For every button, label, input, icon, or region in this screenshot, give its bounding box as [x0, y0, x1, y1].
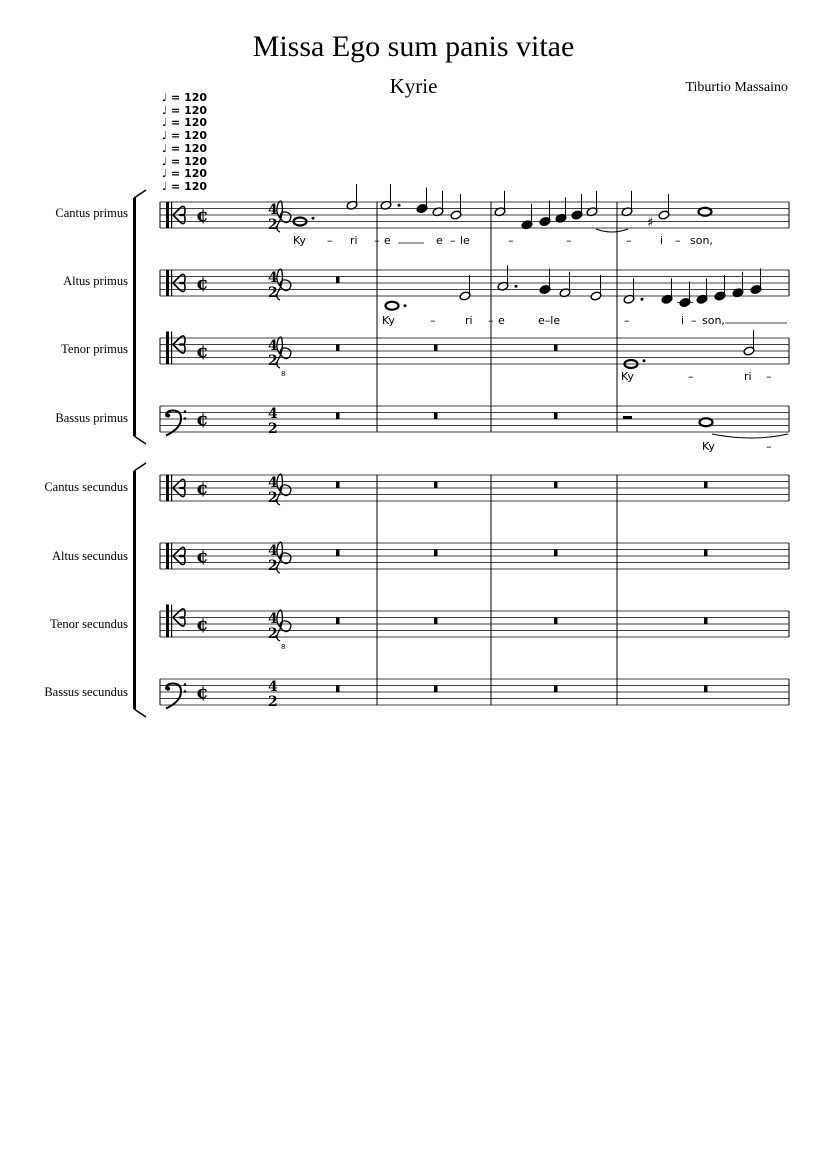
lyric-syllable: i — [660, 234, 664, 247]
octave-mark: 8 — [281, 643, 286, 651]
breve-rest — [434, 618, 438, 625]
lyric-syllable: – — [508, 234, 514, 247]
breve-rest — [554, 618, 558, 625]
tempo-mark: ♩ = 120 — [162, 116, 208, 130]
whole-note — [699, 208, 712, 216]
lyric-syllable: – — [688, 370, 694, 383]
c-clef-icon — [166, 332, 169, 365]
lyric-syllable: le — [460, 234, 470, 247]
staff-label-altus-secundus: Altus secundus — [51, 549, 128, 563]
lyric-syllable: – — [626, 234, 632, 247]
lyric-syllable: son, — [690, 234, 713, 247]
lyrics-altus-primus — [382, 314, 725, 327]
c-clef-icon — [166, 202, 169, 228]
breve-rest — [704, 482, 708, 489]
score-title: Missa Ego sum panis vitae — [252, 30, 575, 63]
c-clef-icon — [171, 270, 172, 296]
bracket-hook-bottom — [134, 709, 146, 717]
time-signature-numerator: 4 — [268, 338, 278, 354]
cut-time-signature: ¢ — [196, 478, 209, 499]
octave-mark: 8 — [281, 370, 286, 378]
staff-lines — [160, 202, 789, 705]
breve-rest — [434, 345, 438, 352]
c-clef-icon — [166, 605, 169, 638]
treble-clef-icon — [277, 610, 291, 641]
f-clef-icon — [184, 683, 187, 686]
staff-label-altus-primus: Altus primus — [63, 274, 128, 288]
staff-label-cantus-secundus: Cantus secundus — [44, 480, 128, 494]
lyric-syllable: – — [566, 234, 572, 247]
breve-rest — [336, 277, 340, 284]
system-bracket — [133, 471, 136, 709]
lyric-syllable: – — [766, 370, 772, 383]
augmentation-dot — [641, 298, 644, 301]
lyric-syllable: e — [498, 314, 505, 327]
staff-label-tenor-primus: Tenor primus — [61, 342, 128, 356]
lyric-syllable: – — [327, 234, 333, 247]
breve-rest — [336, 413, 340, 420]
breve-rest — [434, 413, 438, 420]
time-signature-denominator: 2 — [268, 217, 278, 233]
composer: Tiburtio Massaino — [685, 80, 788, 95]
bracket-hook-top — [134, 463, 146, 471]
lyric-syllable: e — [436, 234, 443, 247]
tempo-mark: ♩ = 120 — [162, 103, 208, 117]
system-bracket — [133, 198, 136, 436]
lyric-syllable: – — [450, 234, 456, 247]
breve-rest — [704, 686, 708, 693]
c-clef-icon — [166, 475, 169, 501]
lyric-syllable: son, — [702, 314, 725, 327]
breve-rest — [336, 686, 340, 693]
breve-rest — [704, 550, 708, 557]
cut-time-signature: ¢ — [196, 273, 209, 294]
time-signature-denominator: 2 — [268, 421, 278, 437]
lyric-syllable: – — [374, 234, 380, 247]
tie — [712, 434, 788, 438]
tempo-mark: ♩ = 120 — [162, 154, 208, 168]
cut-time-signature: ¢ — [196, 341, 209, 362]
breve-rest — [554, 482, 558, 489]
augmentation-dot — [312, 217, 315, 220]
treble-clef-icon — [277, 269, 291, 300]
staff-label-bassus-primus: Bassus primus — [55, 411, 128, 425]
time-signature-numerator: 4 — [268, 543, 278, 559]
c-clef-icon — [166, 543, 169, 569]
f-clef-icon — [166, 686, 170, 690]
lyric-syllable: Ky — [293, 234, 306, 247]
breve-rest — [434, 550, 438, 557]
lyric-syllable: Ky — [621, 370, 634, 383]
lyric-syllable: Ky — [702, 440, 715, 453]
time-signature-denominator: 2 — [268, 490, 278, 506]
lyric-syllable: – — [675, 234, 681, 247]
breve-rest — [336, 482, 340, 489]
tempo-mark: ♩ = 120 — [162, 91, 208, 104]
lyrics-cantus-primus — [293, 234, 713, 247]
lyric-syllable: – — [691, 314, 697, 327]
lyric-syllable: – — [430, 314, 436, 327]
lyric-syllable: – — [766, 440, 772, 453]
cut-time-signature: ¢ — [196, 614, 209, 635]
breve-rest — [434, 686, 438, 693]
breve-rest — [554, 686, 558, 693]
cut-time-signature: ¢ — [196, 409, 209, 430]
time-signature-numerator: 4 — [268, 270, 278, 286]
breve-rest — [554, 345, 558, 352]
time-signature-numerator: 4 — [268, 406, 278, 422]
c-clef-icon — [166, 270, 169, 296]
f-clef-icon — [184, 417, 187, 420]
treble-clef-icon — [277, 337, 291, 368]
lyric-syllable: ri — [350, 234, 358, 247]
c-clef-icon — [171, 475, 172, 501]
treble-clef-icon — [277, 542, 291, 573]
time-signature-numerator: 4 — [268, 202, 278, 218]
time-signature-numerator: 4 — [268, 679, 278, 695]
tempo-mark: ♩ = 120 — [162, 179, 208, 193]
lyric-syllable: – — [624, 314, 630, 327]
augmentation-dot — [515, 285, 518, 288]
time-signature-denominator: 2 — [268, 694, 278, 710]
whole-note — [386, 302, 399, 310]
c-clef-icon — [171, 202, 172, 228]
time-signature-numerator: 4 — [268, 611, 278, 627]
movement-title: Kyrie — [389, 74, 438, 98]
augmentation-dot — [404, 304, 407, 307]
whole-note — [700, 418, 713, 426]
lyrics-tenor-primus — [621, 370, 772, 383]
tempo-mark: ♩ = 120 — [162, 141, 208, 155]
lyric-syllable: i — [681, 314, 685, 327]
breve-rest — [336, 618, 340, 625]
time-signature-denominator: 2 — [268, 353, 278, 369]
breve-rest — [554, 413, 558, 420]
time-signature-denominator: 2 — [268, 285, 278, 301]
staff-label-tenor-secundus: Tenor secundus — [50, 617, 128, 631]
time-signature-denominator: 2 — [268, 558, 278, 574]
tie — [596, 229, 628, 232]
c-clef-icon — [171, 543, 172, 569]
rest — [623, 416, 632, 419]
sharp-accidental: ♯ — [647, 215, 654, 231]
cut-time-signature: ¢ — [196, 682, 209, 703]
c-clef-icon — [171, 605, 172, 638]
breve-rest — [704, 618, 708, 625]
breve-rest — [554, 550, 558, 557]
bracket-hook-top — [134, 190, 146, 198]
breve-rest — [434, 482, 438, 489]
lyric-syllable: e–le — [538, 314, 561, 327]
staff-label-bassus-secundus: Bassus secundus — [44, 685, 128, 699]
lyric-syllable: ri — [744, 370, 752, 383]
time-signature-numerator: 4 — [268, 475, 278, 491]
f-clef-icon — [166, 413, 170, 417]
treble-clef-icon — [277, 474, 291, 505]
c-clef-icon — [171, 332, 172, 365]
f-clef-icon — [184, 410, 187, 413]
staff-label-cantus-primus: Cantus primus — [55, 206, 128, 220]
breve-rest — [336, 550, 340, 557]
time-signature-denominator: 2 — [268, 626, 278, 642]
lyric-syllable: Ky — [382, 314, 395, 327]
lyric-syllable: e — [384, 234, 391, 247]
tempo-mark: ♩ = 120 — [162, 129, 208, 143]
augmentation-dot — [398, 204, 401, 207]
cut-time-signature: ¢ — [196, 546, 209, 567]
lyric-syllable: – — [488, 314, 494, 327]
lyrics-bassus-primus — [702, 440, 772, 453]
breve-rest — [336, 345, 340, 352]
tempo-mark: ♩ = 120 — [162, 167, 208, 181]
augmentation-dot — [643, 359, 646, 362]
treble-clef-icon — [277, 201, 291, 232]
bracket-hook-bottom — [134, 436, 146, 444]
lyric-syllable: ri — [465, 314, 473, 327]
cut-time-signature: ¢ — [196, 205, 209, 226]
f-clef-icon — [184, 690, 187, 693]
